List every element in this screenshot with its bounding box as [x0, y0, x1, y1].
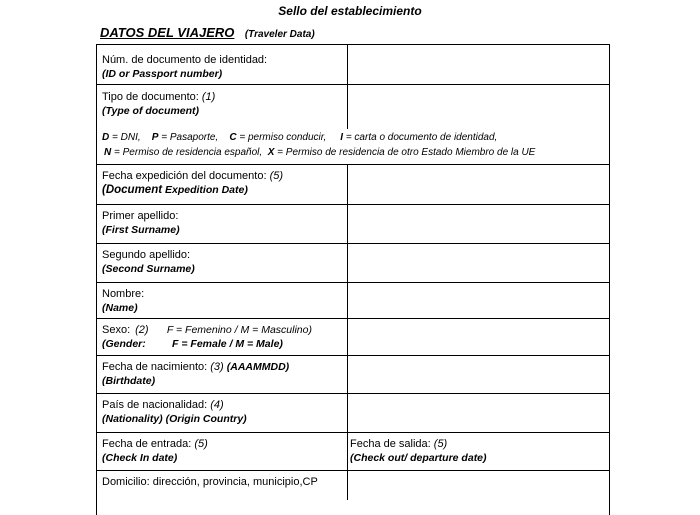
doc-type-label-es: Tipo de documento:: [102, 91, 199, 103]
expedition-label-en-lead: (Document: [102, 184, 163, 196]
expedition-date-label: [102, 169, 283, 197]
checkout-label: [350, 437, 487, 465]
sex-options-en: F = Female / M = Male): [172, 338, 283, 350]
nationality-es: País de nacionalidad:: [102, 399, 208, 411]
address-es: Domicilio: dirección, provincia, municipio,CP: [102, 476, 318, 488]
second-surname-label: [102, 248, 195, 276]
legend-value: = DNI,: [112, 132, 141, 143]
name-field[interactable]: [349, 283, 607, 317]
expedition-date-field[interactable]: [349, 165, 607, 203]
sex-es: Sexo:: [102, 324, 131, 336]
expedition-note: (5): [269, 170, 284, 182]
legend-key: D: [102, 132, 110, 143]
legend-key: N: [104, 147, 112, 158]
legend-key: C: [229, 132, 237, 143]
sex-field[interactable]: [349, 319, 607, 354]
sex-note: (2): [135, 324, 149, 336]
column-divider: [347, 164, 348, 470]
birthdate-label: [102, 360, 289, 388]
doc-type-label: [102, 90, 215, 118]
doc-type-legend-line1: [102, 131, 497, 145]
section-subtitle: (Traveler Data): [244, 29, 315, 40]
first-surname-en: (First Surname): [102, 224, 180, 236]
column-divider: [347, 84, 348, 129]
nationality-note: (4): [210, 399, 224, 411]
legend-key: P: [151, 132, 159, 143]
column-divider: [347, 470, 348, 500]
second-surname-field[interactable]: [349, 244, 607, 281]
first-surname-field[interactable]: [349, 205, 607, 242]
doc-type-label-en: (Type of document): [102, 105, 200, 117]
doc-type-field[interactable]: [349, 85, 607, 128]
address-field[interactable]: [349, 471, 607, 500]
checkout-es: Fecha de salida:: [350, 438, 431, 450]
doc-number-label: [102, 53, 267, 81]
row-divider: [96, 432, 609, 433]
first-surname-label: [102, 209, 180, 237]
doc-number-field[interactable]: [349, 45, 607, 83]
expedition-label-es: Fecha expedición del documento:: [102, 170, 267, 182]
name-label: [102, 287, 144, 315]
nationality-label: [102, 398, 247, 426]
section-title: DATOS DEL VIAJERO: [100, 25, 235, 40]
doc-number-label-es: Núm. de documento de identidad:: [102, 54, 268, 66]
name-en: (Name): [102, 302, 138, 314]
sex-options-es: F = Femenino / M = Masculino): [166, 324, 312, 336]
section-header: [100, 24, 315, 42]
checkin-en: (Check In date): [102, 452, 178, 464]
birthdate-format: (AAAMMDD): [226, 361, 290, 373]
establishment-stamp-label: Sello del establecimiento: [278, 4, 422, 18]
checkout-en: (Check out/ departure date): [350, 452, 487, 464]
birthdate-field[interactable]: [349, 356, 607, 392]
legend-key: X: [267, 147, 275, 158]
legend-value: = Permiso de residencia de otro Estado Miembro de la UE: [277, 147, 536, 158]
checkin-label: [102, 437, 208, 465]
legend-key: I: [340, 132, 344, 143]
birthdate-note: (3): [210, 361, 224, 373]
birthdate-es: Fecha de nacimiento:: [102, 361, 208, 373]
legend-value: = Permiso de residencia español,: [114, 147, 263, 158]
nationality-field[interactable]: [349, 394, 607, 431]
first-surname-es: Primer apellido:: [102, 210, 179, 222]
doc-type-legend-line2: [104, 146, 535, 160]
address-label: [102, 475, 318, 489]
legend-value: = Pasaporte,: [161, 132, 219, 143]
second-surname-en: (Second Surname): [102, 263, 195, 275]
doc-number-label-en: (ID or Passport number): [102, 68, 223, 80]
birthdate-en: (Birthdate): [102, 375, 156, 387]
checkin-note: (5): [194, 438, 208, 450]
sex-label: [102, 323, 312, 351]
column-divider: [347, 44, 348, 84]
name-es: Nombre:: [102, 288, 145, 300]
expedition-label-en-rest: Expedition Date): [164, 184, 248, 196]
checkout-note: (5): [433, 438, 448, 450]
legend-value: = carta o documento de identidad,: [345, 132, 498, 143]
nationality-en: (Nationality) (Origin Country): [102, 413, 247, 425]
second-surname-es: Segundo apellido:: [102, 249, 191, 261]
legend-value: = permiso conducir,: [239, 132, 327, 143]
sex-en: (Gender:: [102, 338, 146, 350]
checkin-es: Fecha de entrada:: [102, 438, 192, 450]
doc-type-note: (1): [201, 91, 216, 103]
